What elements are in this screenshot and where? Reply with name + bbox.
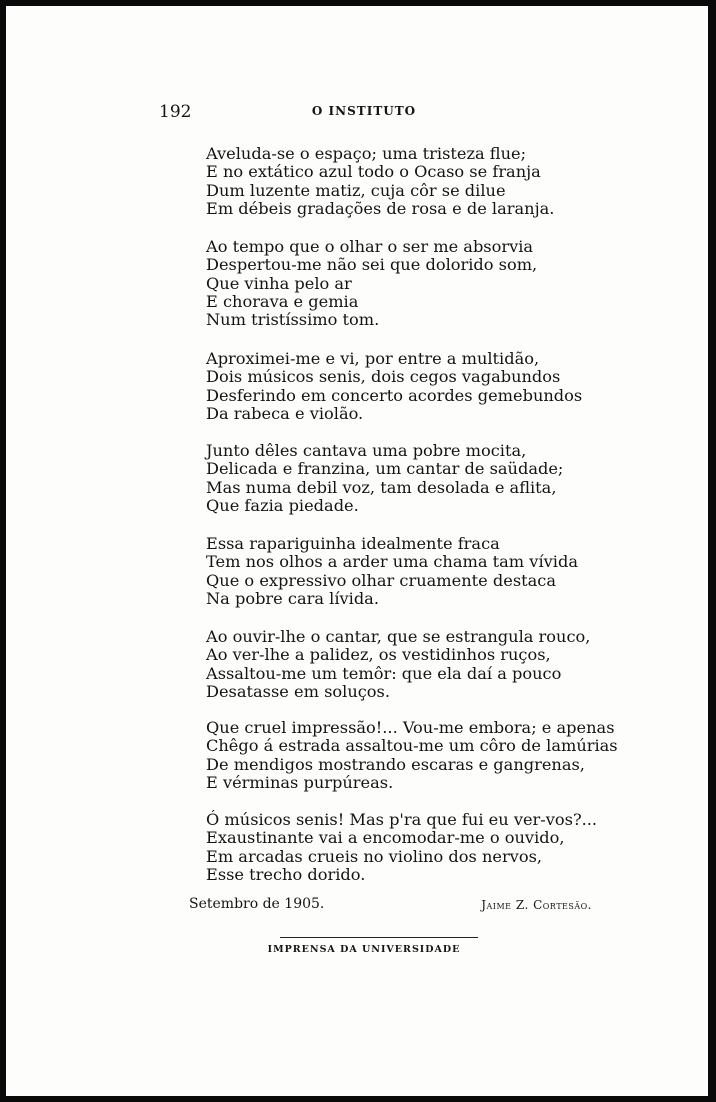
poem-line: Junto dêles cantava uma pobre mocita, bbox=[206, 441, 527, 460]
poem-line: Que fazia piedade. bbox=[206, 495, 359, 515]
footer-rule bbox=[280, 937, 478, 938]
stanza-4 bbox=[206, 442, 563, 515]
stanza-6 bbox=[206, 628, 590, 701]
poem-line: Ó músicos senis! Mas p'ra que fui eu ver-vos?... bbox=[206, 810, 598, 829]
stanza-7 bbox=[206, 719, 618, 792]
stanza-2 bbox=[206, 238, 537, 329]
signature-author: Jaime Z. Cortesão. bbox=[481, 898, 592, 912]
stanza-5 bbox=[206, 535, 578, 608]
poem-line: Da rabeca e violão. bbox=[206, 403, 364, 423]
stanza-3 bbox=[206, 350, 582, 423]
stanza-8 bbox=[206, 811, 597, 884]
poem-line: E chorava e gemia bbox=[206, 291, 359, 311]
poem-line: Ao tempo que o olhar o ser me absorvia bbox=[206, 237, 534, 256]
poem-line: Essa rapariguinha idealmente fraca bbox=[206, 534, 500, 553]
poem-line: Que cruel impressão!... Vou-me embora; e apenas bbox=[206, 718, 615, 737]
poem-line: Num tristíssimo tom. bbox=[206, 310, 380, 330]
printer-imprint: IMPRENSA DA UNIVERSIDADE bbox=[267, 944, 461, 955]
poem-line: Chêgo á estrada assaltou-me um côro de lamúrias bbox=[206, 736, 618, 756]
page-header bbox=[6, 102, 716, 126]
poem-line: Que o expressivo olhar cruamente destaca bbox=[206, 570, 556, 590]
poem-line: Em arcadas crueis no violino dos nervos, bbox=[206, 846, 543, 866]
poem-line: Aproximei-me e vi, por entre a multidão, bbox=[206, 349, 540, 368]
poem-line: Tem nos olhos a arder uma chama tam vívida bbox=[206, 552, 578, 572]
poem-line: Despertou-me não sei que dolorido som, bbox=[206, 255, 538, 275]
poem-line: Mas numa debil voz, tam desolada e aflita, bbox=[206, 477, 557, 497]
poem-line: Na pobre cara lívida. bbox=[206, 588, 379, 608]
poem-line: Assaltou-me um temôr: que ela daí a pouco bbox=[206, 663, 562, 683]
poem-line: Dois músicos senis, dois cegos vagabundos bbox=[206, 367, 561, 387]
poem-line: Esse trecho dorido. bbox=[206, 864, 366, 884]
page-number: 192 bbox=[159, 102, 192, 122]
poem-line: Exaustinante vai a encomodar-me o ouvido, bbox=[206, 828, 565, 848]
poem-line: Delicada e franzina, um cantar de saüdade; bbox=[206, 459, 564, 479]
poem-line: Em débeis gradações de rosa e de laranja. bbox=[206, 198, 555, 218]
poem-line: E no extático azul todo o Ocaso se franja bbox=[206, 162, 541, 182]
poem-line: Aveluda-se o espaço; uma tristeza flue; bbox=[206, 144, 527, 163]
poem-line: Desatasse em soluços. bbox=[206, 681, 391, 701]
poem-line: Que vinha pelo ar bbox=[206, 273, 352, 293]
poem-line: Ao ver-lhe a palidez, os vestidinhos ruços, bbox=[206, 645, 551, 665]
poem-line: Ao ouvir-lhe o cantar, que se estrangula rouco, bbox=[206, 627, 591, 646]
poem-line: Dum luzente matiz, cuja côr se dilue bbox=[206, 180, 506, 200]
stanza-1 bbox=[206, 145, 554, 218]
running-title: O INSTITUTO bbox=[311, 104, 417, 118]
poem-line: De mendigos mostrando escaras e gangrenas, bbox=[206, 754, 585, 774]
signature-date: Setembro de 1905. bbox=[189, 896, 325, 912]
poem-line: Desferindo em concerto acordes gemebundos bbox=[206, 385, 583, 405]
poem-line: E vérminas purpúreas. bbox=[206, 772, 394, 792]
